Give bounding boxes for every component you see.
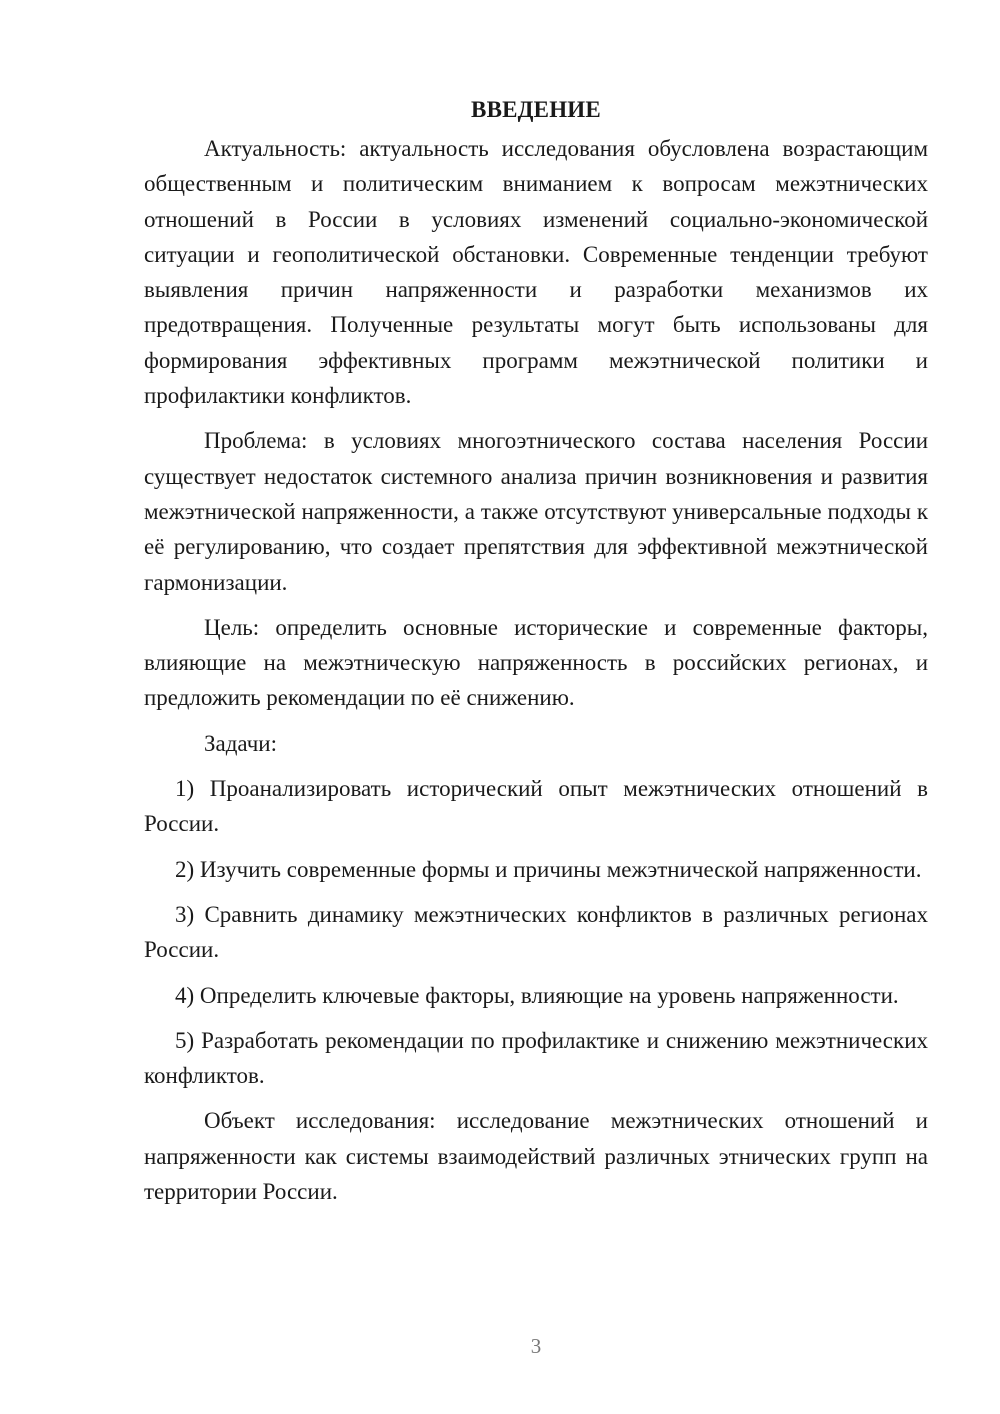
task-item-2: 2) Изучить современные формы и причины межэтнической напряженности. <box>175 856 922 882</box>
relevance-paragraph: Актуальность: актуальность исследования обусловлена возрастающим общественным и политическим вниманием к вопросам межэтнических отношений в России в условиях изменений социально-экономической ситуации и геополитической обстановки. Современные тенденции требуют выявления причин напряженности и разработки механизмов их предотвращения. Полученные результаты могут быть использованы для формирования эффективных программ межэтнической политики и профилактики конфликтов. <box>144 136 928 409</box>
goal-paragraph: Цель: определить основные исторические и современные факторы, влияющие на межэтническую напряженность в российских регионах, и предложить рекомендации по её снижению. <box>144 614 928 711</box>
problem-paragraph: Проблема: в условиях многоэтнического состава населения России существует недостаток системного анализа причин возникновения и развития межэтнической напряженности, а также отсутствуют универсальные подходы к её регулированию, что создает препятствия для эффективной межэтнической гармонизации. <box>144 428 928 595</box>
object-paragraph: Объект исследования: исследование межэтнических отношений и напряженности как системы взаимодействий различных этнических групп на территории России. <box>144 1108 928 1205</box>
task-item-5: 5) Разработать рекомендации по профилактике и снижению межэтнических конфликтов. <box>144 1027 928 1089</box>
section-heading: ВВЕДЕНИЕ <box>471 97 601 122</box>
task-item-4: 4) Определить ключевые факторы, влияющие на уровень напряженности. <box>175 982 899 1008</box>
page-number: 3 <box>530 1334 542 1358</box>
document-page <box>144 92 928 1219</box>
task-item-1: 1) Проанализировать исторический опыт межэтнических отношений в России. <box>144 776 928 837</box>
task-item-3: 3) Сравнить динамику межэтнических конфликтов в различных регионах России. <box>144 901 928 963</box>
tasks-label: Задачи: <box>204 730 277 756</box>
